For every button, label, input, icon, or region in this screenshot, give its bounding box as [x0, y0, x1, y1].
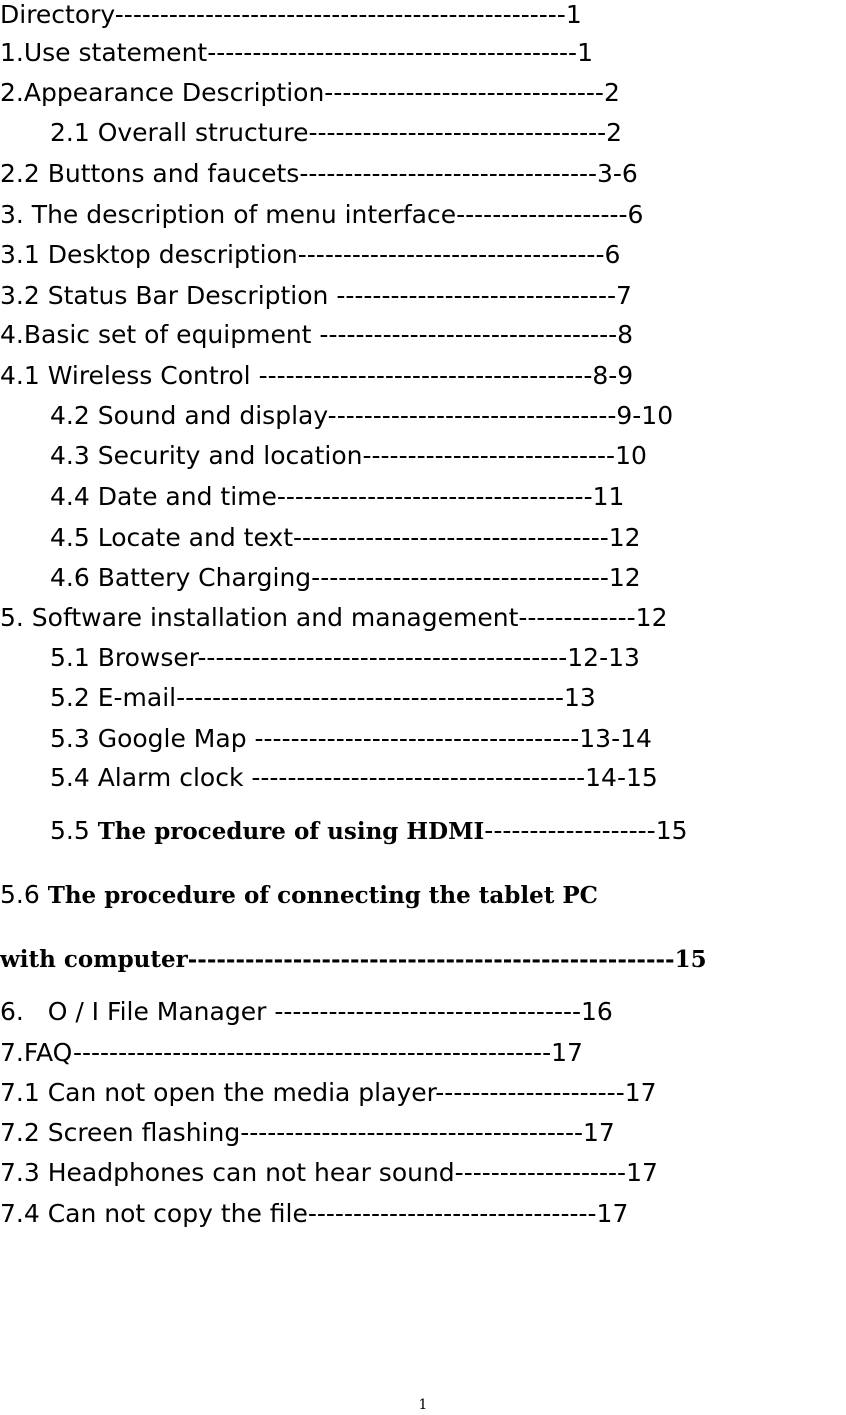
toc-entry-5-5-page: -------------------15: [484, 816, 688, 845]
toc-entry-7-2: 7.2 Screen flashing--------------------------------------17: [0, 1118, 615, 1147]
toc-entry-5-2: 5.2 E-mail-------------------------------------------13: [50, 683, 596, 712]
toc-entry-2-2: 2.2 Buttons and faucets---------------------------------3-6: [0, 159, 638, 188]
page-number: 1: [418, 1397, 428, 1413]
toc-entry-4-2: 4.2 Sound and display--------------------------------9-10: [50, 401, 674, 430]
toc-entry-4-3: 4.3 Security and location----------------------------10: [50, 441, 647, 470]
toc-entry-7-1: 7.1 Can not open the media player---------------------17: [0, 1078, 657, 1107]
toc-entry-3: 3. The description of menu interface-------------------6: [0, 200, 644, 229]
toc-entry-5-4: 5.4 Alarm clock -------------------------------------14-15: [50, 763, 658, 792]
toc-entry-5-1: 5.1 Browser-----------------------------------------12-13: [50, 643, 640, 672]
toc-entry-5-6-title: The procedure of connecting the tablet PC: [47, 882, 598, 909]
toc-entry-6: 6. O / I File Manager ----------------------------------16: [0, 997, 613, 1026]
toc-entry-5-6-number: 5.6: [0, 880, 48, 909]
toc-entry-1: 1.Use statement-----------------------------------------1: [0, 38, 593, 67]
toc-entry-2: 2.Appearance Description-------------------------------2: [0, 78, 620, 107]
toc-entry-5-6: [0, 880, 598, 911]
toc-entry-2-1: 2.1 Overall structure---------------------------------2: [50, 118, 623, 147]
toc-entry-5-5: [50, 816, 688, 847]
toc-entry-7-4: 7.4 Can not copy the file--------------------------------17: [0, 1199, 629, 1228]
toc-entry-7: 7.FAQ-----------------------------------------------------17: [0, 1038, 583, 1067]
toc-entry-directory: Directory--------------------------------------------------1: [0, 0, 582, 29]
toc-entry-3-2: 3.2 Status Bar Description -------------------------------7: [0, 281, 632, 310]
toc-entry-5: 5. Software installation and management-------------12: [0, 603, 668, 632]
toc-entry-5-5-number: 5.5: [50, 816, 98, 845]
toc-entry-4-1: 4.1 Wireless Control -------------------------------------8-9: [0, 361, 634, 390]
toc-entry-5-3: 5.3 Google Map ------------------------------------13-14: [50, 724, 652, 753]
toc-entry-7-3: 7.3 Headphones can not hear sound-------------------17: [0, 1158, 658, 1187]
toc-entry-4-4: 4.4 Date and time-----------------------------------11: [50, 482, 625, 511]
toc-entry-5-6-continuation: with computer---------------------------------------------------15: [0, 946, 707, 973]
toc-entry-4-5: 4.5 Locate and text-----------------------------------12: [50, 523, 641, 552]
toc-entry-5-5-title: The procedure of using HDMI: [97, 818, 485, 845]
toc-entry-3-1: 3.1 Desktop description----------------------------------6: [0, 240, 621, 269]
toc-entry-4: 4.Basic set of equipment ---------------------------------8: [0, 320, 634, 349]
toc-entry-4-6: 4.6 Battery Charging---------------------------------12: [50, 563, 641, 592]
